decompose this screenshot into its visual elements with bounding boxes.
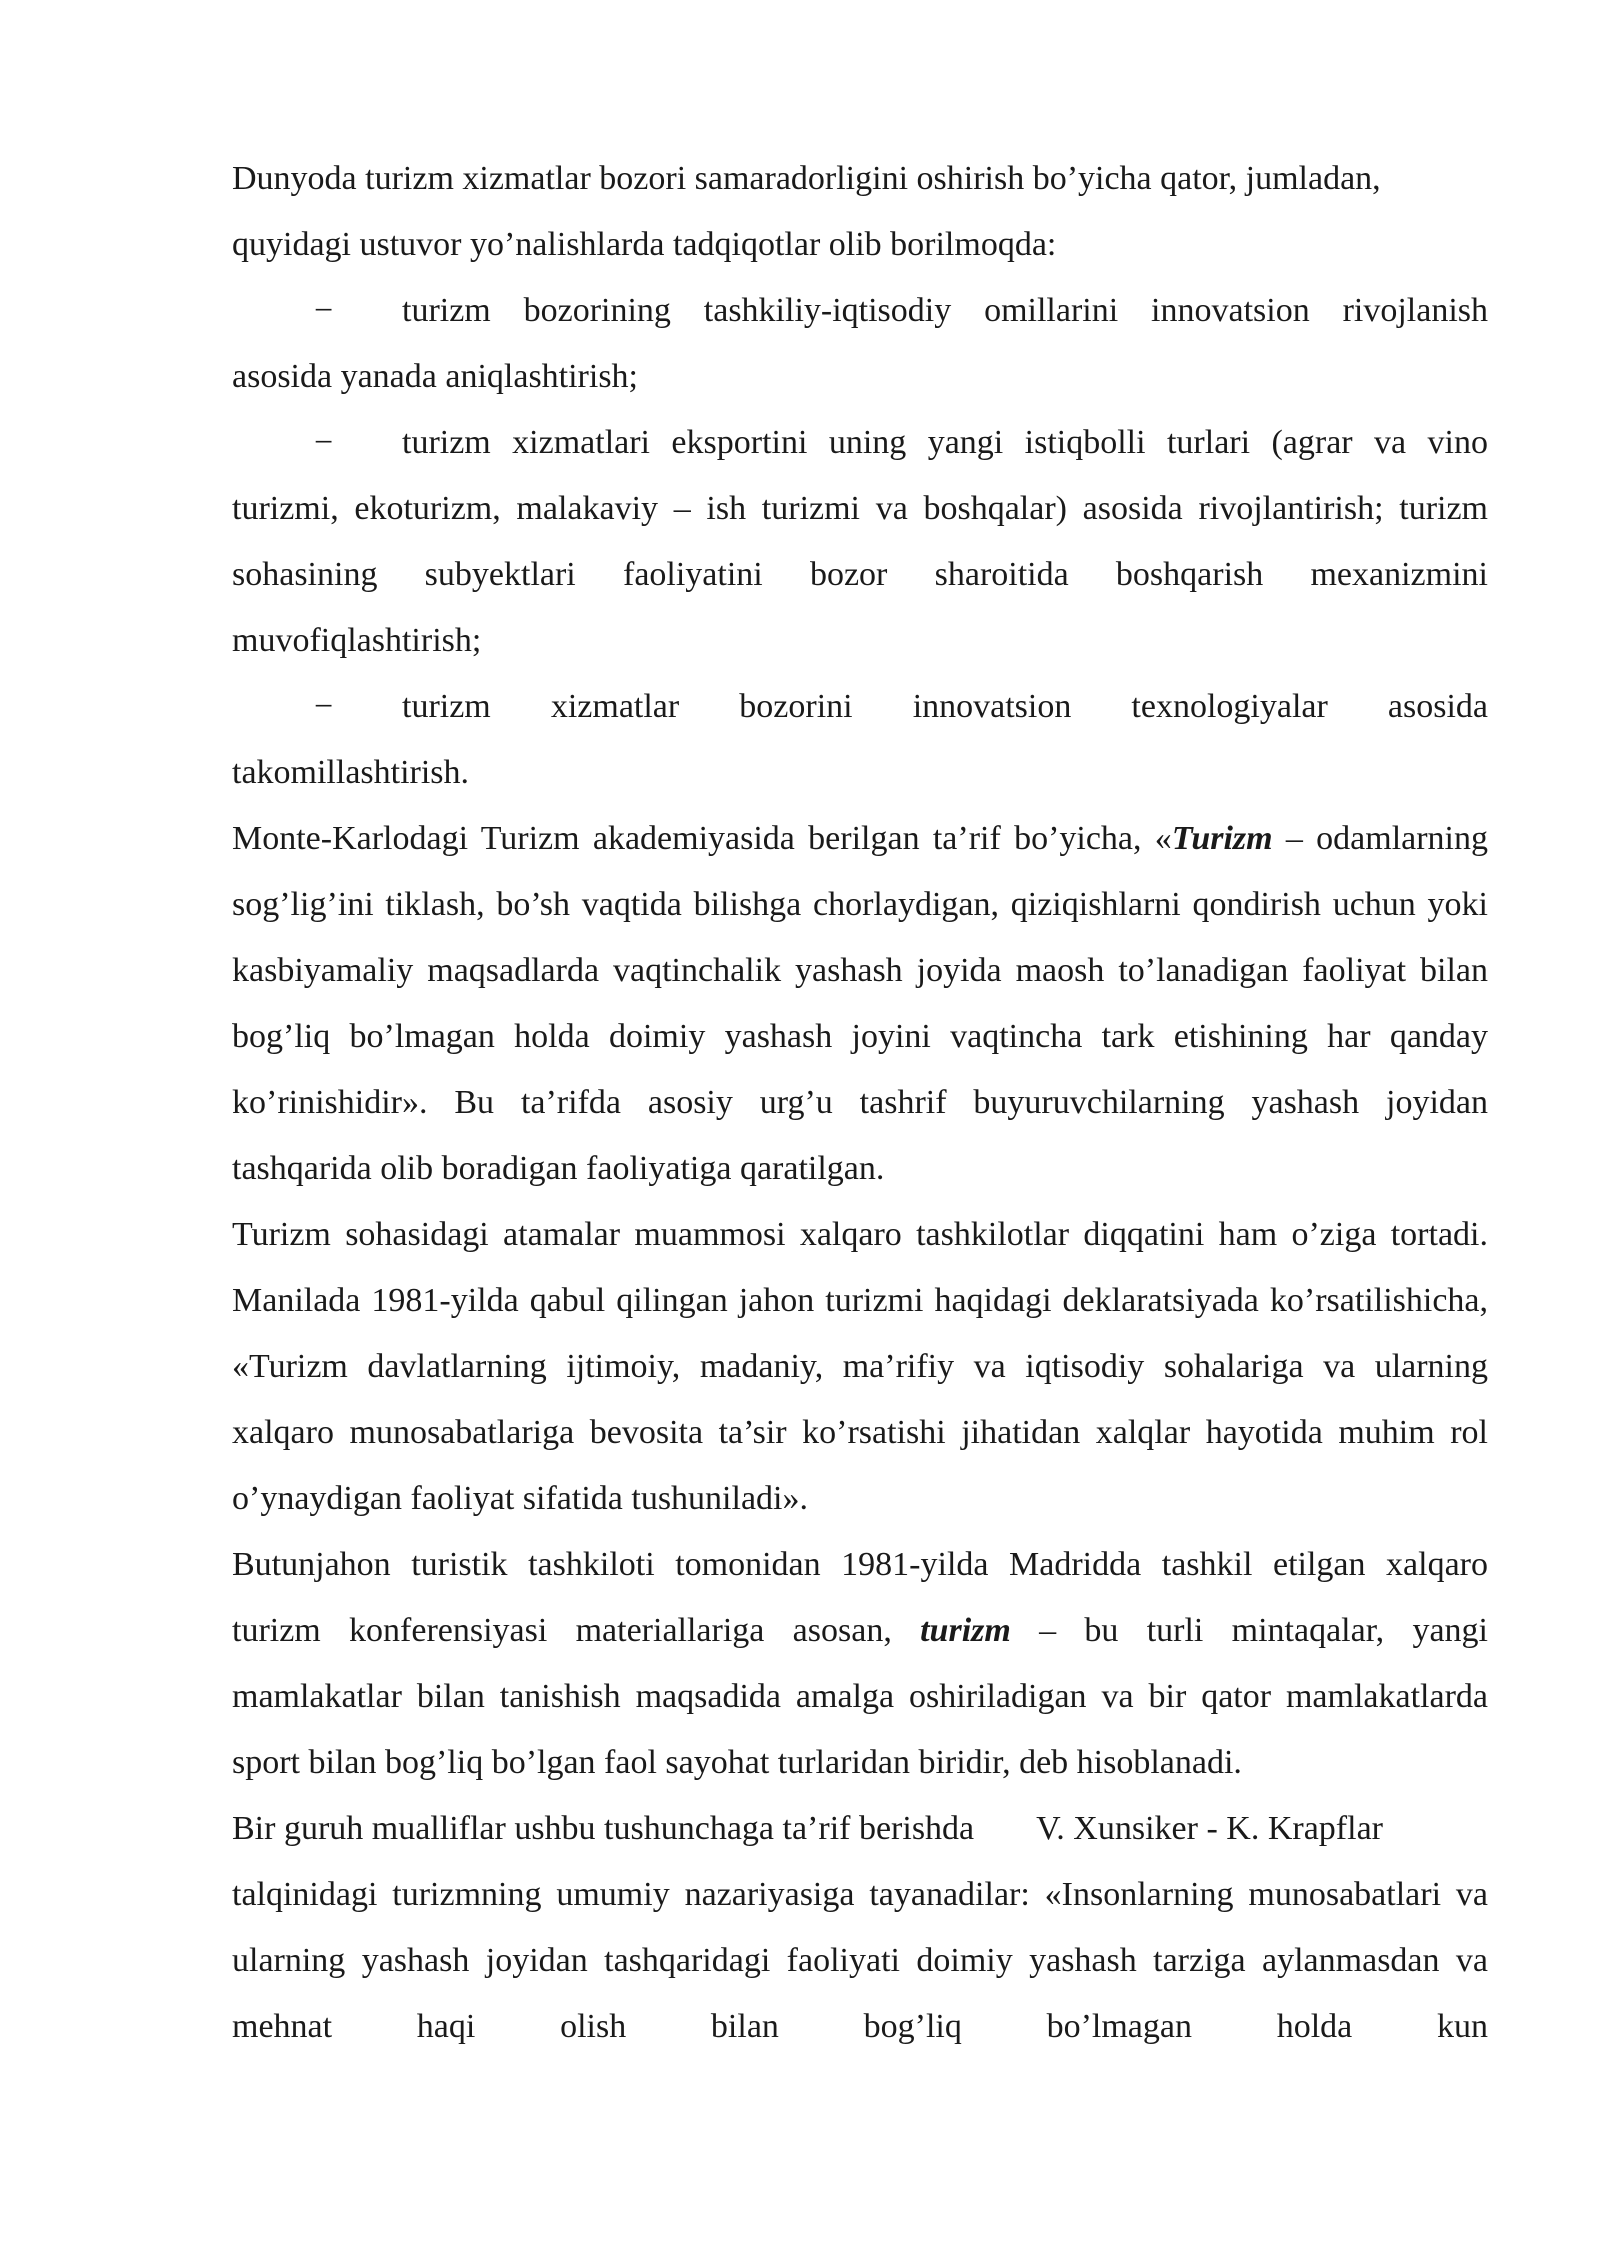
list-item — [232, 410, 1488, 674]
bullet-first-line: turizm xizmatlar bozorini innovatsion texnologiyalar asosida — [402, 688, 1488, 725]
bullet-first-line: turizm bozorining tashkiliy-iqtisodiy omillarini innovatsion rivojlanish — [402, 292, 1488, 329]
document-body — [232, 146, 1488, 2060]
bullet-first-line: turizm xizmatlari eksportini uning yangi istiqbolli turlari (agrar va vino — [402, 424, 1488, 461]
bullet-continuation: turizmi, ekoturizm, malakaviy – ish turizmi va boshqalar) asosida rivojlantirish; turizm sohasining subyektlari faoliyatini bozor sharoitida boshqarish mexanizmini muvofiqlashtirish; — [232, 490, 1488, 659]
dash-bullet-icon: − — [314, 292, 334, 329]
paragraph-monte-carlo — [232, 806, 1488, 1202]
paragraph-text: – odamlarning sog’lig’ini tiklash, bo’sh vaqtida bilishga chorlaydigan, qiziqishlarni qondirish uchun yoki kasbiyamaliy maqsadlarda vaqtinchalik yashash joyida maosh to’lanadigan faoliyat bilan bog’liq bo’lmagan holda doimiy yashash joyini vaqtincha tark etishining har qanday ko’rinishidir». Bu ta’rifda asosiy urg’u tashrif buyuruvchilarning yashash joyidan tashqarida olib boradigan faoliyatiga qaratilgan. — [232, 820, 1488, 1187]
intro-paragraph — [232, 146, 1488, 278]
bullet-list — [232, 278, 1488, 806]
bullet-continuation: takomillashtirish. — [232, 754, 470, 791]
list-item — [232, 674, 1488, 806]
intro-line-2: quyidagi ustuvor yo’nalishlarda tadqiqotlar olib borilmoqda: — [232, 226, 1057, 263]
paragraph-manila: Turizm sohasidagi atamalar muammosi xalqaro tashkilotlar diqqatini ham o’ziga tortadi. Manilada 1981-yilda qabul qilingan jahon turizmi haqidagi deklaratsiyada ko’rsatilishicha, «Turizm davlatlarning ijtimoiy, madaniy, ma’rifiy va iqtisodiy sohalariga va ularning xalqaro munosabatlariga bevosita ta’sir ko’rsatishi jihatidan xalqlar hayotida muhim rol o’ynaydigan faoliyat sifatida tushuniladi». — [232, 1216, 1488, 1517]
term-emphasis: Turizm — [1171, 820, 1273, 857]
intro-line-1: Dunyoda turizm xizmatlar bozori samaradorligini oshirish bo’yicha qator, jumladan, — [232, 160, 1381, 197]
author-names: V. Xunsiker - K. Krapflar — [1036, 1810, 1383, 1847]
paragraph-group-authors — [232, 1796, 1488, 2060]
dash-bullet-icon: − — [314, 424, 334, 461]
paragraph-text: Monte-Karlodagi Turizm akademiyasida berilgan ta’rif bo’yicha, « — [232, 820, 1172, 857]
paragraph-text: talqinidagi turizmning umumiy nazariyasiga tayanadilar: «Insonlarning munosabatlari va ularning yashash joyidan tashqaridagi faoliyati doimiy yashash tarziga aylanmasdan va mehnat haqi olish bilan bog’liq bo’lmagan holda kun — [232, 1876, 1488, 2045]
paragraph-madrid — [232, 1532, 1488, 1796]
term-emphasis: turizm — [920, 1612, 1011, 1649]
paragraph-text: Bir guruh mualliflar ushbu tushunchaga ta’rif berishda — [232, 1810, 975, 1847]
bullet-continuation: asosida yanada aniqlashtirish; — [232, 358, 639, 395]
paragraph-text: Butunjahon turistik tashkiloti tomonidan 1981-yilda Madridda tashkil etilgan xalqaro turizm konferensiyasi materiallariga asosan, — [232, 1546, 1488, 1649]
paragraph-text: – bu turli mintaqalar, yangi mamlakatlar bilan tanishish maqsadida amalga oshiriladigan va bir qator mamlakatlarda sport bilan bog’liq bo’lgan faol sayohat turlaridan biridir, deb hisoblanadi. — [232, 1612, 1488, 1781]
dash-bullet-icon: − — [314, 688, 334, 725]
list-item — [232, 278, 1488, 410]
